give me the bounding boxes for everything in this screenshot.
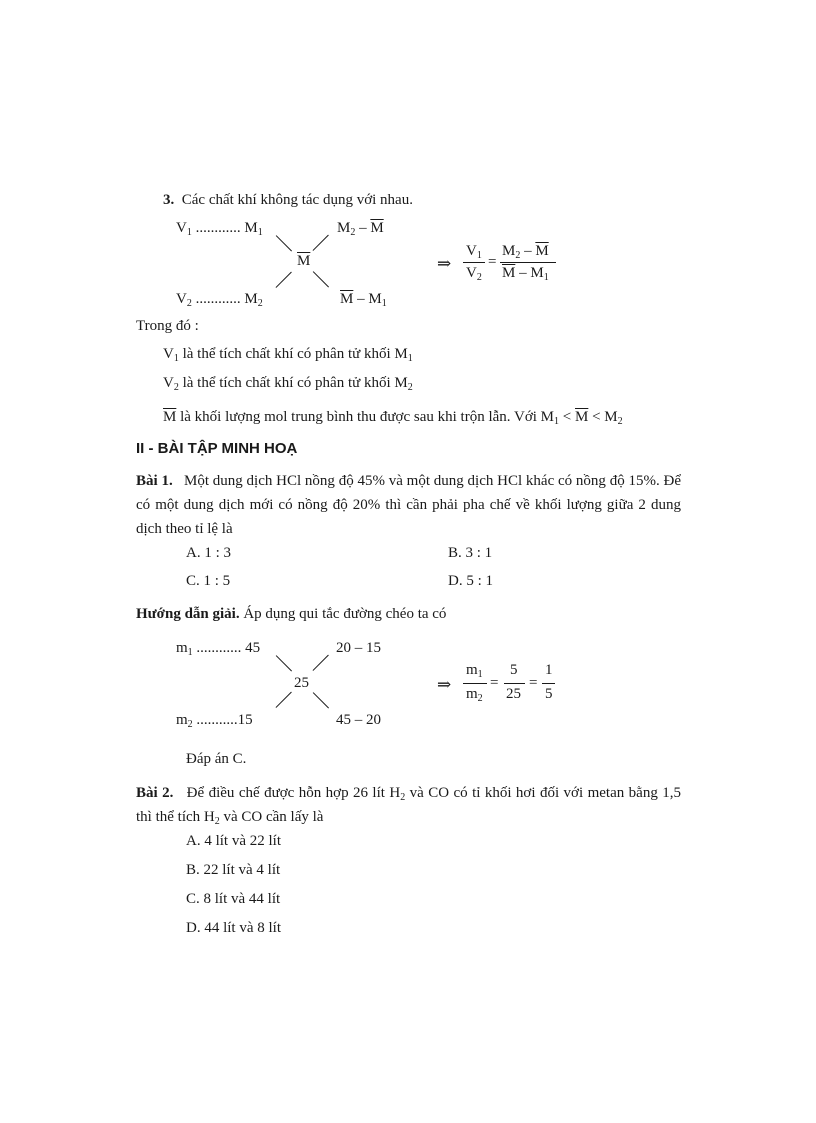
section3-number: 3. xyxy=(163,192,175,208)
fraction-5-den: 5 xyxy=(545,686,553,702)
equals-sign: = xyxy=(490,675,499,691)
guide-line xyxy=(136,606,446,623)
bai2-option-a: A. 4 lít và 22 lít xyxy=(186,833,281,849)
bai1-option-b: B. 3 : 1 xyxy=(448,545,493,561)
fraction-bar xyxy=(542,683,555,684)
bai1-option-d: D. 5 : 1 xyxy=(448,573,493,589)
diagram-bottom-right: 45 – 20 xyxy=(336,712,381,728)
fraction-m-den: $m_2$ xyxy=(466,686,483,704)
bai1-text: Một dung dịch HCl nồng độ 45% và một dung dịch HCl khác có nồng độ 15%. Để có một dung dịch mới có nồng độ 20% thì cần phải pha chế về khối lượng giữa 2 dung dịch theo tỉ lệ là xyxy=(136,473,681,537)
definition-v2: $V_2$ là thể tích chất khí có phân tử khối $M_2$ xyxy=(163,375,413,393)
bai1-option-c: C. 1 : 5 xyxy=(186,573,231,589)
diagonal-line xyxy=(313,235,329,251)
diagram-row-m1: $m_1$ ............ 45 xyxy=(176,640,261,658)
fraction-5-num: 5 xyxy=(510,662,518,678)
diagonal-line xyxy=(313,655,329,671)
bai2-option-d: D. 44 lít và 8 lít xyxy=(186,920,281,936)
bai2-question: Bài 2. Để điều chế được hỗn hợp 26 lít $H_2$ và CO có tỉ khối hơi đối với metan bằng 1,5 thì thể tích $H_2$ và CO cần lấy là xyxy=(136,785,681,827)
diagram-top-right: 20 – 15 xyxy=(336,640,381,656)
fraction-v-num: $V_1$ xyxy=(466,243,482,261)
diagram-bottom-right: $\overline{M} - M_1$ xyxy=(340,291,387,309)
section-heading: II - BÀI TẬP MINH HOẠ xyxy=(136,440,298,457)
fraction-bar xyxy=(463,683,487,684)
fraction-bar xyxy=(504,683,525,684)
fraction-m-num: $m_1$ xyxy=(466,662,483,680)
bai2-label: Bài 2. xyxy=(136,785,174,801)
guide-label: Hướng dẫn giải. xyxy=(136,606,240,622)
fraction-v-den: $V_2$ xyxy=(466,265,482,283)
where-label: Trong đó : xyxy=(136,318,199,334)
bai2-option-c: C. 8 lít và 44 lít xyxy=(186,891,281,907)
equals-sign: = xyxy=(529,675,538,691)
diagram-row-v1: $V_1$ ............ $M_1$ xyxy=(176,220,263,238)
bai1-question xyxy=(136,469,681,541)
diagonal-line xyxy=(276,692,292,708)
diagonal-line xyxy=(276,655,292,671)
section3-title-text: Các chất khí không tác dụng với nhau. xyxy=(181,192,413,208)
diagonal-line xyxy=(313,271,329,287)
fraction-1-num: 1 xyxy=(545,662,553,678)
diagonal-line xyxy=(313,692,329,708)
definition-mbar: $\overline{M}$ là khối lượng mol trung bình thu được sau khi trộn lẫn. Với $M_1 < \overline{M} < M_2$ xyxy=(163,409,623,427)
equals-sign: = xyxy=(488,254,497,270)
fraction-25-den: 25 xyxy=(506,686,521,702)
diagram-row-m2: $m_2$ ...........15 xyxy=(176,712,253,730)
guide-text: Áp dụng qui tắc đường chéo ta có xyxy=(239,606,447,622)
diagonal-line xyxy=(276,235,292,251)
bai2-option-b: B. 22 lít và 4 lít xyxy=(186,862,281,878)
diagram-top-right: $M_2 - \overline{M}$ xyxy=(337,220,384,238)
section3-title xyxy=(163,192,413,209)
fraction-m-num: $M_2 - \overline{M}$ xyxy=(502,243,549,261)
diagram-center: 25 xyxy=(294,675,309,691)
diagram-center-mbar: $\overline{M}$ xyxy=(297,253,311,269)
fraction-bar xyxy=(500,262,556,263)
implies-arrow: ⇒ xyxy=(437,675,452,694)
fraction-bar xyxy=(463,262,485,263)
bai1-label: Bài 1. xyxy=(136,473,173,489)
answer-text: Đáp án C. xyxy=(186,751,247,767)
definition-v1: $V_1$ là thể tích chất khí có phân tử khối $M_1$ xyxy=(163,346,413,364)
diagonal-line xyxy=(276,272,292,288)
implies-arrow: ⇒ xyxy=(437,254,452,273)
bai1-option-a: A. 1 : 3 xyxy=(186,545,231,561)
fraction-m-den: $\overline{M} - M_1$ xyxy=(502,265,549,283)
diagram-row-v2: $V_2$ ............ $M_2$ xyxy=(176,291,263,309)
